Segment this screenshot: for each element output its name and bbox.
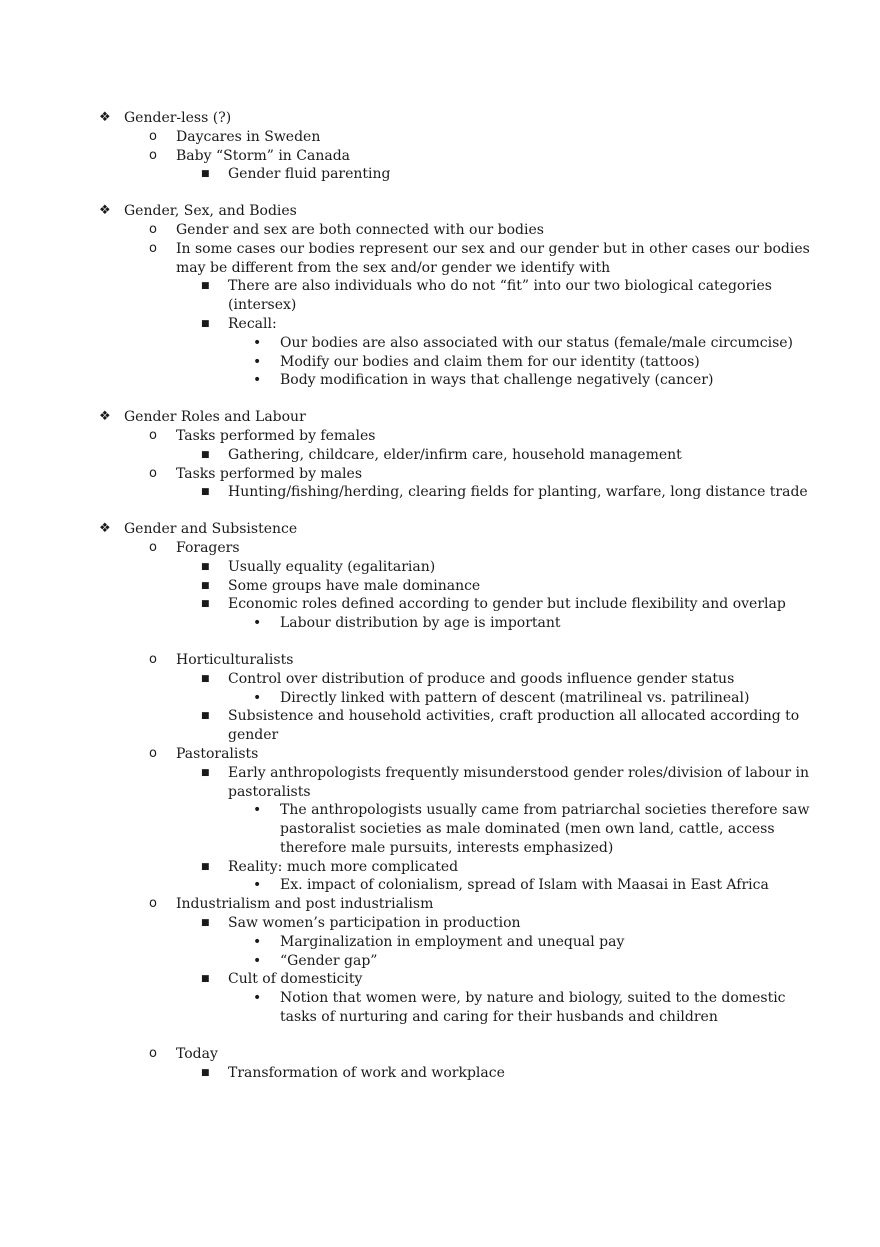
list-item <box>0 651 880 670</box>
list-item <box>0 670 880 689</box>
list-item-text: “Gender gap” <box>280 952 378 969</box>
dot-bullet-icon: • <box>253 615 262 632</box>
dot-bullet-icon: • <box>253 990 262 1007</box>
circle-bullet-icon: o <box>149 651 157 667</box>
list-item-text: Ex. impact of colonialism, spread of Islam with Maasai in East Africa <box>280 877 769 894</box>
list-item-text: Hunting/fishing/herding, clearing fields for planting, warfare, long distance trade <box>228 484 808 501</box>
list-item <box>0 801 880 857</box>
list-item <box>0 539 880 558</box>
list-item-text: Our bodies are also associated with our status (female/male circumcise) <box>280 334 794 351</box>
list-item <box>0 128 880 147</box>
section-heading-row <box>0 520 880 539</box>
list-item <box>0 334 880 353</box>
list-item <box>0 989 880 1027</box>
list-item-text: Baby “Storm” in Canada <box>176 147 351 164</box>
list-item-text: Tasks performed by females <box>176 427 376 444</box>
list-item <box>0 558 880 577</box>
square-bullet-icon: ■ <box>201 599 210 610</box>
list-item-text: Control over distribution of produce and goods influence gender status <box>228 670 735 687</box>
dot-bullet-icon: • <box>253 877 262 894</box>
circle-bullet-icon: o <box>149 465 157 481</box>
diamond-bullet-icon: ❖ <box>99 203 111 219</box>
list-item-text: Body modification in ways that challenge negatively (cancer) <box>280 372 714 389</box>
list-item-text: Foragers <box>176 539 240 556</box>
circle-bullet-icon: o <box>149 745 157 761</box>
list-item-text: The anthropologists usually came from patriarchal societies therefore saw pastoralist societies as male dominated (men own land, cattle, access therefore male pursuits, interests emphasized) <box>280 802 810 856</box>
list-item <box>0 914 880 933</box>
list-item <box>0 895 880 914</box>
circle-bullet-icon: o <box>149 240 157 256</box>
list-item-text: Reality: much more complicated <box>228 858 459 875</box>
spacer <box>0 502 880 520</box>
list-item-text: Subsistence and household activities, craft production all allocated according to gender <box>228 708 800 744</box>
circle-bullet-icon: o <box>149 896 157 912</box>
list-item-text: Gathering, childcare, elder/infirm care, household management <box>228 446 682 463</box>
dot-bullet-icon: • <box>253 353 262 370</box>
section-heading: Gender, Sex, and Bodies <box>124 203 297 220</box>
list-item <box>0 1064 880 1083</box>
list-item <box>0 595 880 614</box>
section-heading: Gender and Subsistence <box>124 521 298 538</box>
list-item-text: Gender fluid parenting <box>228 166 391 183</box>
list-item <box>0 465 880 484</box>
list-item <box>0 165 880 184</box>
spacer <box>0 184 880 202</box>
square-bullet-icon: ■ <box>201 861 210 872</box>
list-item <box>0 707 880 745</box>
list-item-text: Cult of domesticity <box>228 971 363 988</box>
list-item-text: Early anthropologists frequently misunderstood gender roles/division of labour in pastoralists <box>228 764 810 800</box>
circle-bullet-icon: o <box>149 427 157 443</box>
list-item-text: Recall: <box>228 315 277 332</box>
square-bullet-icon: ■ <box>201 487 210 498</box>
list-item <box>0 277 880 315</box>
square-bullet-icon: ■ <box>201 1067 210 1078</box>
list-item <box>0 577 880 596</box>
square-bullet-icon: ■ <box>201 580 210 591</box>
list-item-text: Usually equality (egalitarian) <box>228 558 436 575</box>
list-item-text: In some cases our bodies represent our sex and our gender but in other cases our bodies may be different from the sex and/or gender we identify with <box>176 240 810 276</box>
square-bullet-icon: ■ <box>201 318 210 329</box>
list-item-text: Notion that women were, by nature and biology, suited to the domestic tasks of nurturing and caring for their husbands and children <box>280 990 786 1026</box>
spacer <box>0 390 880 408</box>
list-item <box>0 970 880 989</box>
dot-bullet-icon: • <box>253 933 262 950</box>
list-item <box>0 933 880 952</box>
square-bullet-icon: ■ <box>201 449 210 460</box>
list-item-text: Daycares in Sweden <box>176 128 321 145</box>
circle-bullet-icon: o <box>149 221 157 237</box>
dot-bullet-icon: • <box>253 802 262 819</box>
list-item-text: Economic roles defined according to gender but include flexibility and overlap <box>228 596 786 613</box>
list-item <box>0 353 880 372</box>
circle-bullet-icon: o <box>149 539 157 555</box>
list-item-text: Some groups have male dominance <box>228 577 481 594</box>
list-item-text: Transformation of work and workplace <box>228 1064 505 1081</box>
list-item-text: Today <box>176 1045 218 1062</box>
list-item <box>0 689 880 708</box>
diamond-bullet-icon: ❖ <box>99 110 111 125</box>
circle-bullet-icon: o <box>149 128 157 144</box>
list-item <box>0 315 880 334</box>
list-item-text: Gender and sex are both connected with our bodies <box>176 221 544 238</box>
list-item <box>0 764 880 802</box>
square-bullet-icon: ■ <box>201 673 210 684</box>
square-bullet-icon: ■ <box>201 281 210 292</box>
list-item <box>0 221 880 240</box>
list-item-text: Saw women’s participation in production <box>228 915 521 932</box>
section-heading-row <box>0 109 880 128</box>
list-item-text: Modify our bodies and claim them for our identity (tattoos) <box>280 353 700 370</box>
spacer <box>0 633 880 651</box>
dot-bullet-icon: • <box>253 372 262 389</box>
diamond-bullet-icon: ❖ <box>99 409 111 425</box>
square-bullet-icon: ■ <box>201 974 210 985</box>
list-item-text: Tasks performed by males <box>176 465 363 482</box>
spacer <box>0 1027 880 1045</box>
list-item-text: Pastoralists <box>176 745 259 762</box>
circle-bullet-icon: o <box>149 1045 157 1061</box>
square-bullet-icon: ■ <box>201 169 210 180</box>
list-item-text: Horticulturalists <box>176 651 294 668</box>
section-heading-row <box>0 408 880 427</box>
list-item <box>0 446 880 465</box>
dot-bullet-icon: • <box>253 952 262 969</box>
section-heading: Gender Roles and Labour <box>124 409 306 426</box>
circle-bullet-icon: o <box>149 147 157 163</box>
outline <box>0 109 880 1082</box>
list-item <box>0 614 880 633</box>
list-item <box>0 952 880 971</box>
list-item <box>0 371 880 390</box>
list-item-text: Industrialism and post industrialism <box>176 896 434 913</box>
list-item <box>0 427 880 446</box>
list-item <box>0 745 880 764</box>
list-item <box>0 876 880 895</box>
list-item <box>0 1045 880 1064</box>
square-bullet-icon: ■ <box>201 711 210 722</box>
dot-bullet-icon: • <box>253 689 262 706</box>
list-item <box>0 858 880 877</box>
list-item <box>0 240 880 278</box>
list-item-text: There are also individuals who do not “fit” into our two biological categories (intersex) <box>228 278 772 314</box>
square-bullet-icon: ■ <box>201 561 210 572</box>
list-item-text: Directly linked with pattern of descent (matrilineal vs. patrilineal) <box>280 689 750 706</box>
list-item <box>0 483 880 502</box>
list-item-text: Labour distribution by age is important <box>280 615 561 632</box>
section-heading: Gender-less (?) <box>124 110 232 126</box>
dot-bullet-icon: • <box>253 334 262 351</box>
square-bullet-icon: ■ <box>201 767 210 778</box>
section-heading-row <box>0 202 880 221</box>
diamond-bullet-icon: ❖ <box>99 521 111 537</box>
list-item <box>0 147 880 166</box>
list-item-text: Marginalization in employment and unequal pay <box>280 933 625 950</box>
square-bullet-icon: ■ <box>201 918 210 929</box>
